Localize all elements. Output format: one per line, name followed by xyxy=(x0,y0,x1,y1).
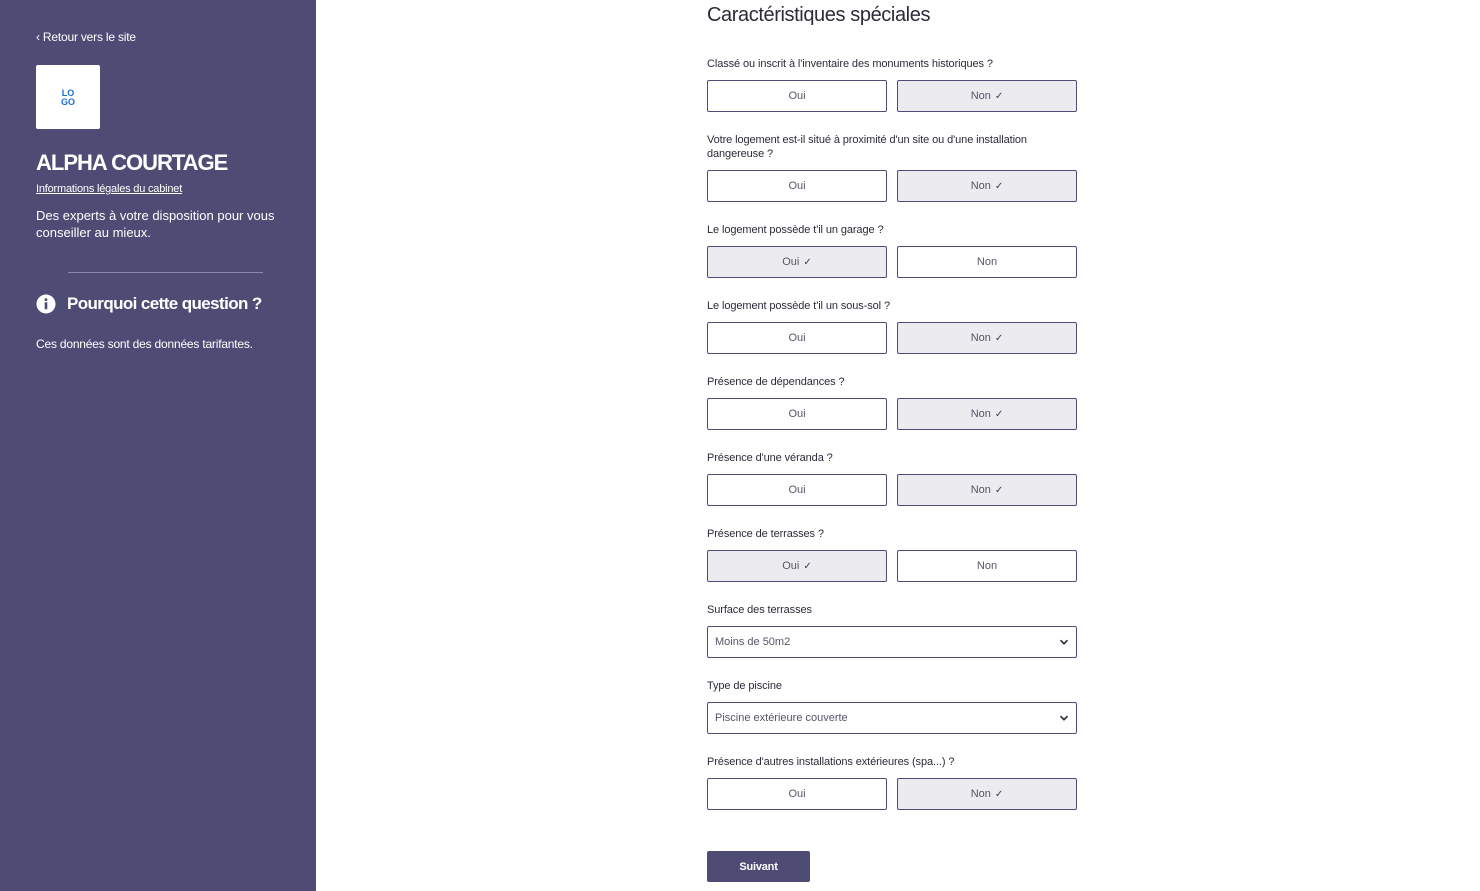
no-button[interactable] xyxy=(897,398,1077,430)
sidebar-divider xyxy=(68,272,263,273)
pool-type-value: Piscine extérieure couverte xyxy=(715,712,848,724)
yes-no-toggle xyxy=(707,80,1077,112)
no-button[interactable] xyxy=(897,474,1077,506)
terrace-surface-value: Moins de 50m2 xyxy=(715,636,791,648)
company-name: ALPHA COURTAGE xyxy=(36,150,228,175)
no-button-label: Non xyxy=(976,256,998,268)
no-button[interactable] xyxy=(897,550,1077,582)
check-icon: ✓ xyxy=(803,256,812,268)
no-button[interactable] xyxy=(897,170,1077,202)
question-label: Classé ou inscrit à l'inventaire des monuments historiques ? xyxy=(707,58,993,70)
no-button-label: Non xyxy=(970,484,991,496)
check-icon: ✓ xyxy=(994,180,1004,192)
logo-text-top: LO xyxy=(61,88,75,98)
question-label: Présence de dépendances ? xyxy=(707,376,845,388)
yes-button-label: Oui xyxy=(788,90,806,102)
why-question-text: Ces données sont des données tarifantes. xyxy=(36,337,253,351)
yes-button[interactable] xyxy=(707,778,887,810)
no-button[interactable] xyxy=(897,322,1077,354)
yes-no-toggle xyxy=(707,474,1077,506)
check-icon: ✓ xyxy=(994,788,1004,800)
yes-button[interactable] xyxy=(707,550,887,582)
no-button-label: Non xyxy=(976,560,998,572)
check-icon: ✓ xyxy=(803,560,812,572)
page-title: Caractéristiques spéciales xyxy=(707,4,931,26)
yes-button-label: Oui xyxy=(782,256,800,268)
no-button[interactable] xyxy=(897,246,1077,278)
main-content xyxy=(316,0,1480,891)
no-button-label: Non xyxy=(970,180,991,192)
question-label: Présence d'autres installations extérieures (spa...) ? xyxy=(707,756,955,768)
no-button[interactable] xyxy=(897,80,1077,112)
yes-no-toggle xyxy=(707,778,1077,810)
yes-button-label: Oui xyxy=(788,180,806,192)
back-to-site-link[interactable]: ‹ Retour vers le site xyxy=(36,30,136,44)
check-icon: ✓ xyxy=(994,408,1004,420)
no-button-label: Non xyxy=(970,90,991,102)
chevron-down-icon xyxy=(1059,637,1069,647)
yes-button-label: Oui xyxy=(788,332,806,344)
no-button-label: Non xyxy=(970,788,991,800)
pool-type-label: Type de piscine xyxy=(707,680,782,692)
pool-type-select[interactable] xyxy=(707,702,1077,734)
yes-no-toggle xyxy=(707,322,1077,354)
company-logo xyxy=(36,65,100,129)
yes-no-toggle xyxy=(707,550,1077,582)
yes-button[interactable] xyxy=(707,474,887,506)
yes-button-label: Oui xyxy=(788,484,806,496)
check-icon: ✓ xyxy=(994,332,1004,344)
terrace-surface-label: Surface des terrasses xyxy=(707,604,812,616)
why-question-title: Pourquoi cette question ? xyxy=(67,294,262,313)
question-label: Le logement possède t'il un sous-sol ? xyxy=(707,300,890,312)
yes-button-label: Oui xyxy=(788,408,806,420)
logo-text-bottom: GO xyxy=(60,97,76,107)
question-label: Présence de terrasses ? xyxy=(707,528,824,540)
yes-no-toggle xyxy=(707,246,1077,278)
question-label: Votre logement est-il situé à proximité d'un site ou d'une installation dangereuse ? xyxy=(707,134,1027,160)
no-button[interactable] xyxy=(897,778,1077,810)
yes-button[interactable] xyxy=(707,398,887,430)
terrace-surface-select[interactable] xyxy=(707,626,1077,658)
chevron-down-icon xyxy=(1059,713,1069,723)
no-button-label: Non xyxy=(970,332,991,344)
info-circle-icon xyxy=(36,294,56,314)
legal-info-link[interactable]: Informations légales du cabinet xyxy=(36,183,183,195)
question-label: Présence d'une véranda ? xyxy=(707,452,833,464)
yes-button-label: Oui xyxy=(788,788,806,800)
yes-no-toggle xyxy=(707,170,1077,202)
question-label: Le logement possède t'il un garage ? xyxy=(707,224,884,236)
why-question-header xyxy=(36,294,262,314)
yes-button[interactable] xyxy=(707,80,887,112)
yes-no-toggle xyxy=(707,398,1077,430)
logo-icon xyxy=(58,87,78,107)
no-button-label: Non xyxy=(970,408,991,420)
check-icon: ✓ xyxy=(994,484,1004,496)
yes-button-label: Oui xyxy=(782,560,800,572)
tagline: Des experts à votre disposition pour vous conseiller au mieux. xyxy=(36,208,275,240)
next-button[interactable]: Suivant xyxy=(707,851,810,882)
yes-button[interactable] xyxy=(707,170,887,202)
sidebar xyxy=(0,0,316,891)
check-icon: ✓ xyxy=(994,90,1004,102)
yes-button[interactable] xyxy=(707,246,887,278)
yes-button[interactable] xyxy=(707,322,887,354)
